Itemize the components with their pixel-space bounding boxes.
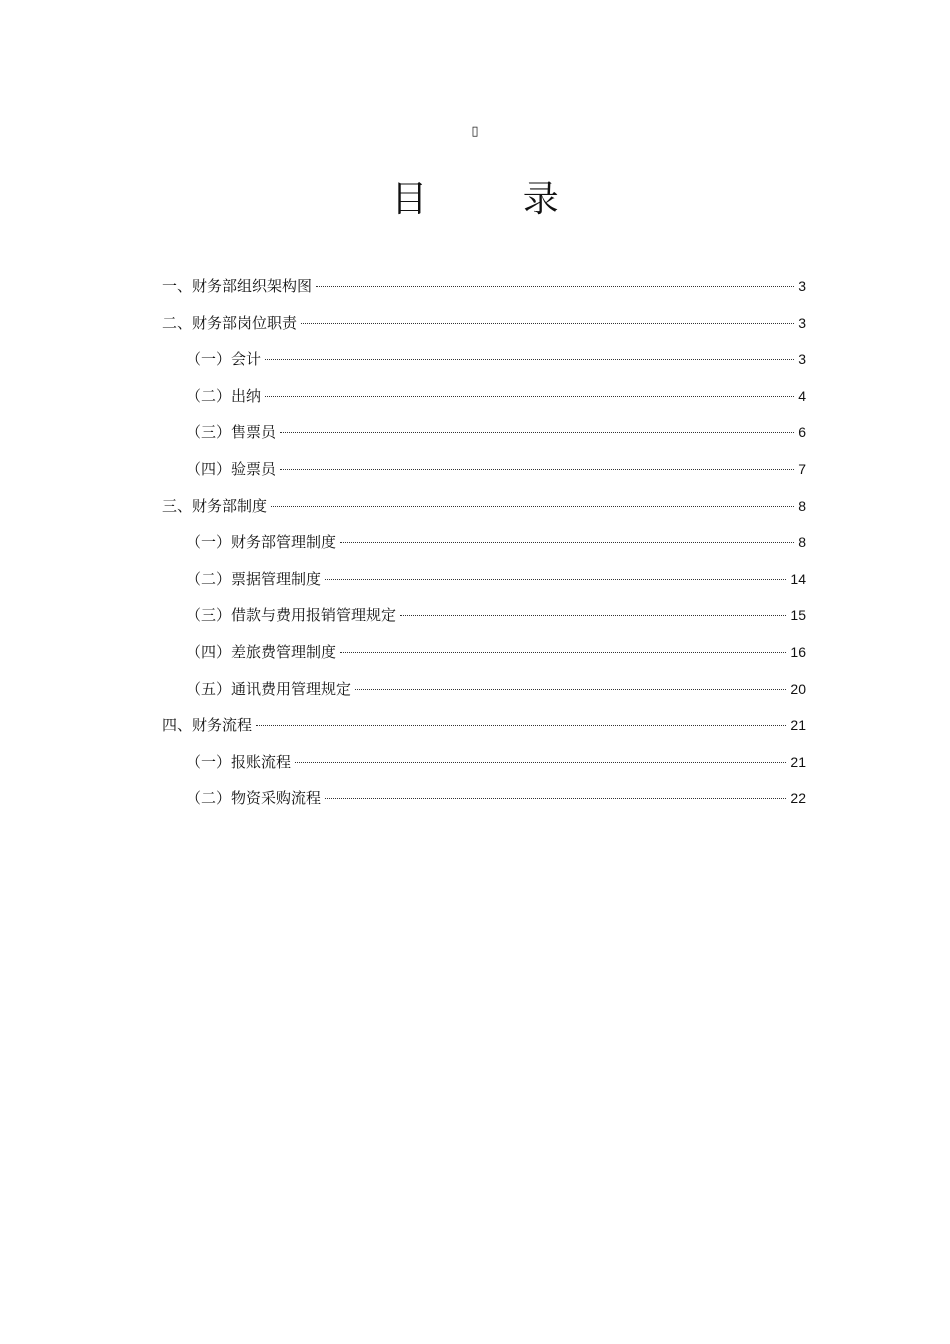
toc-entry-label: 三、财务部制度: [162, 496, 268, 515]
toc-entry-page: 16: [790, 643, 806, 660]
toc-entry-label: （三）借款与费用报销管理规定: [186, 606, 397, 625]
toc-entry-page: 21: [790, 753, 806, 770]
toc-entry-page: 8: [798, 497, 806, 514]
toc-entry-3-4[interactable]: [162, 634, 806, 671]
toc-entry-label: 一、财务部组织架构图: [162, 277, 313, 295]
dot-leader: [280, 422, 794, 433]
toc-entry-2-2[interactable]: [162, 378, 806, 415]
toc-entry-label: 二、财务部岗位职责: [162, 313, 298, 332]
toc-entry-section-1[interactable]: [162, 268, 806, 305]
dot-leader: [325, 788, 786, 799]
toc-entry-page: 3: [798, 351, 806, 368]
dot-leader: [340, 532, 794, 543]
toc-entry-page: 3: [798, 314, 806, 331]
dot-leader: [295, 752, 786, 763]
toc-entry-page: 8: [798, 534, 806, 551]
toc-entry-label: （二）出纳: [186, 386, 262, 405]
toc-entry-section-3[interactable]: [162, 488, 806, 525]
toc-entry-2-1[interactable]: [162, 341, 806, 378]
header-glyph: ▯: [471, 124, 479, 139]
toc-entry-label: （二）物资采购流程: [186, 789, 322, 808]
toc-entry-label: （二）票据管理制度: [186, 569, 322, 588]
toc-entry-2-4[interactable]: [162, 451, 806, 488]
toc-entry-page: 21: [790, 717, 806, 734]
toc-entry-3-1[interactable]: [162, 524, 806, 561]
toc-entry-label: （一）会计: [186, 350, 262, 369]
toc-entry-page: 22: [790, 790, 806, 807]
toc-entry-3-2[interactable]: [162, 561, 806, 598]
toc-entry-page: 4: [798, 387, 806, 404]
toc-entry-page: 7: [798, 460, 806, 477]
toc-entry-section-4[interactable]: [162, 707, 806, 744]
toc-entry-label: （四）差旅费管理制度: [186, 642, 337, 661]
toc-entry-3-5[interactable]: [162, 671, 806, 708]
toc-entry-label: 四、财务流程: [162, 716, 253, 735]
toc-entry-page: 14: [790, 570, 806, 587]
table-of-contents: [162, 268, 806, 817]
toc-title: 目 录: [391, 179, 601, 220]
toc-entry-3-3[interactable]: [162, 597, 806, 634]
toc-entry-label: （四）验票员: [186, 459, 277, 478]
toc-entry-label: （一）财务部管理制度: [186, 533, 337, 552]
dot-leader: [280, 459, 794, 470]
dot-leader: [271, 496, 794, 507]
toc-entry-page: 6: [798, 424, 806, 441]
toc-entry-page: 3: [798, 278, 806, 294]
toc-entry-2-3[interactable]: [162, 414, 806, 451]
dot-leader: [400, 605, 786, 616]
toc-entry-page: 15: [790, 607, 806, 624]
toc-entry-4-1[interactable]: [162, 744, 806, 781]
dot-leader: [316, 276, 794, 287]
toc-entry-page: 20: [790, 680, 806, 697]
dot-leader: [355, 679, 786, 690]
dot-leader: [340, 642, 786, 653]
dot-leader: [265, 349, 794, 360]
dot-leader: [325, 569, 786, 580]
dot-leader: [256, 715, 786, 726]
dot-leader: [265, 386, 794, 397]
toc-entry-label: （三）售票员: [186, 423, 277, 442]
toc-entry-label: （一）报账流程: [186, 752, 292, 771]
toc-entry-section-2[interactable]: [162, 305, 806, 342]
toc-entry-label: （五）通讯费用管理规定: [186, 679, 352, 698]
toc-entry-4-2[interactable]: [162, 780, 806, 817]
dot-leader: [301, 313, 794, 324]
